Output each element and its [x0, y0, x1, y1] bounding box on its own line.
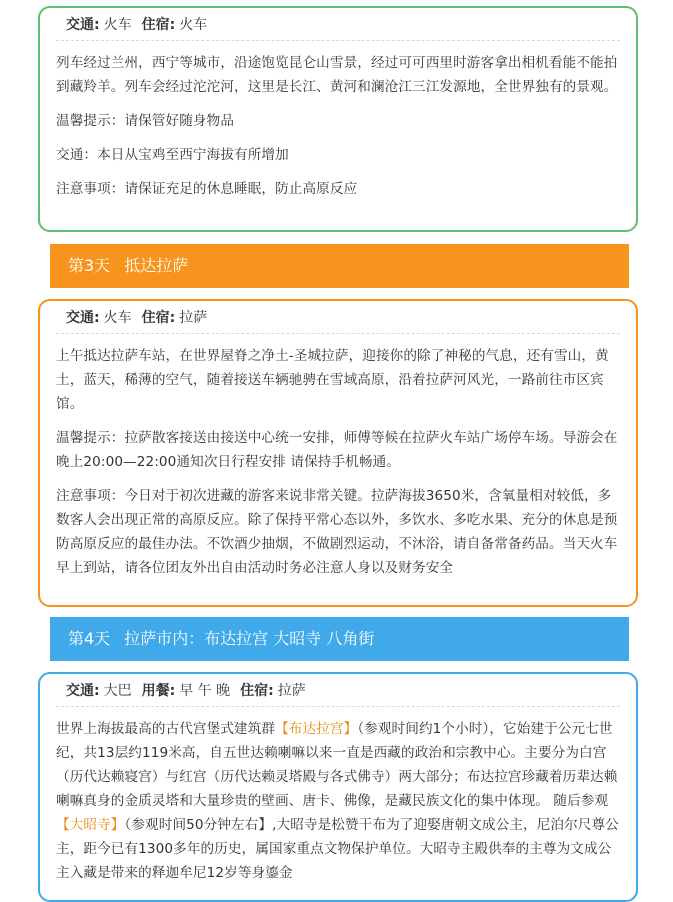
lodging-label: 住宿:	[240, 683, 274, 699]
day-number: 第3天	[68, 256, 111, 275]
jokhang-temple-highlight: 【大昭寺】	[56, 817, 125, 833]
day2-itinerary-card	[38, 6, 638, 232]
lodging-value: 拉萨	[277, 683, 306, 699]
caution-paragraph: 注意事项：今日对于初次进藏的游客来说非常关键。拉萨海拔3650米，含氧量相对较低，多数客人会出现正常的高原反应。除了保持平常心态以外，多饮水、多吃水果、充分的休息是预防高原反应的最佳办法。不饮酒少抽烟，不做剧烈运动，不沐浴，请自备常备药品。当天火车早上到站，请各位团友外出自由活动时务必注意人身以及财务安全	[56, 488, 618, 576]
tip-paragraph: 温馨提示：请保管好随身物品	[56, 113, 235, 129]
meal-label: 用餐:	[141, 683, 176, 699]
text-segment: 世界上海拔最高的古代宫堡式建筑群	[56, 721, 276, 737]
transport-value: 火车	[103, 310, 132, 326]
lodging-label: 住宿:	[141, 310, 176, 326]
lodging-value: 火车	[179, 17, 208, 33]
transport-value: 大巴	[103, 683, 132, 699]
lodging-label: 住宿:	[141, 17, 176, 33]
meal-value: 早 午 晚	[179, 683, 231, 699]
day3-header-bar	[50, 244, 629, 288]
day3-itinerary-card	[38, 299, 638, 607]
description-paragraph: 列车经过兰州，西宁等城市，沿途饱览昆仑山雪景，经过可可西里时游客拿出相机看能不能拍到藏羚羊。列车会经过沱沱河，这里是长江、黄河和澜沧江三江发源地，全世界独有的景观。	[56, 55, 618, 95]
transport-value: 火车	[103, 17, 132, 33]
lodging-value: 拉萨	[179, 310, 208, 326]
day4-header-bar	[50, 617, 629, 661]
caution-paragraph: 注意事项：请保证充足的休息睡眠，防止高原反应	[56, 181, 358, 197]
transport-label: 交通:	[66, 310, 100, 326]
card-header	[56, 680, 620, 707]
card-header	[56, 307, 620, 334]
card-header	[56, 14, 620, 41]
day4-itinerary-card	[38, 672, 638, 902]
transport-label: 交通:	[66, 17, 100, 33]
description-paragraph	[56, 717, 620, 885]
description-paragraph: 上午抵达拉萨车站，在世界屋脊之净土-圣城拉萨，迎接你的除了神秘的气息，还有雪山，黄土，蓝天，稀薄的空气，随着接送车辆驰骋在雪域高原，沿着拉萨河风光，一路前往市区宾馆。	[56, 348, 609, 412]
potala-palace-highlight: 【布达拉宫】	[275, 721, 358, 737]
tip-paragraph: 温馨提示：拉萨散客接送由接送中心统一安排，师傅等候在拉萨火车站广场停车场。导游会在晚上20:00—22:00通知次日行程安排 请保持手机畅通。	[56, 430, 618, 470]
day-title: 拉萨市内：布达拉宫 大昭寺 八角街	[124, 629, 375, 648]
text-segment: （参观时间50分钟左右】,大昭寺是松赞干布为了迎娶唐朝文成公主，尼泊尔尺尊公主，距今已有1300多年的历史，属国家重点文物保护单位。大昭寺主殿供奉的主尊为文成公主入藏是带来的释迦牟尼12岁等身鎏金	[56, 817, 619, 881]
text-segment: （参观时间约1个小时），它始建于公元七世纪，共13层约119米高，自五世达赖喇嘛以来一直是西藏的政治和宗教中心。主要分为白宫（历代达赖寝宫）与红宫（历代达赖灵塔殿与各式佛寺）两大部分；布达拉宫珍藏着历辈达赖喇嘛真身的金质灵塔和大量珍贵的壁画、唐卡、佛像，是藏民族文化的集中体现。 随后参观	[56, 721, 618, 809]
transport-label: 交通:	[66, 683, 100, 699]
day-number: 第4天	[68, 629, 111, 648]
day-title: 抵达拉萨	[124, 256, 189, 275]
transport-note: 交通：本日从宝鸡至西宁海拔有所增加	[56, 147, 289, 163]
